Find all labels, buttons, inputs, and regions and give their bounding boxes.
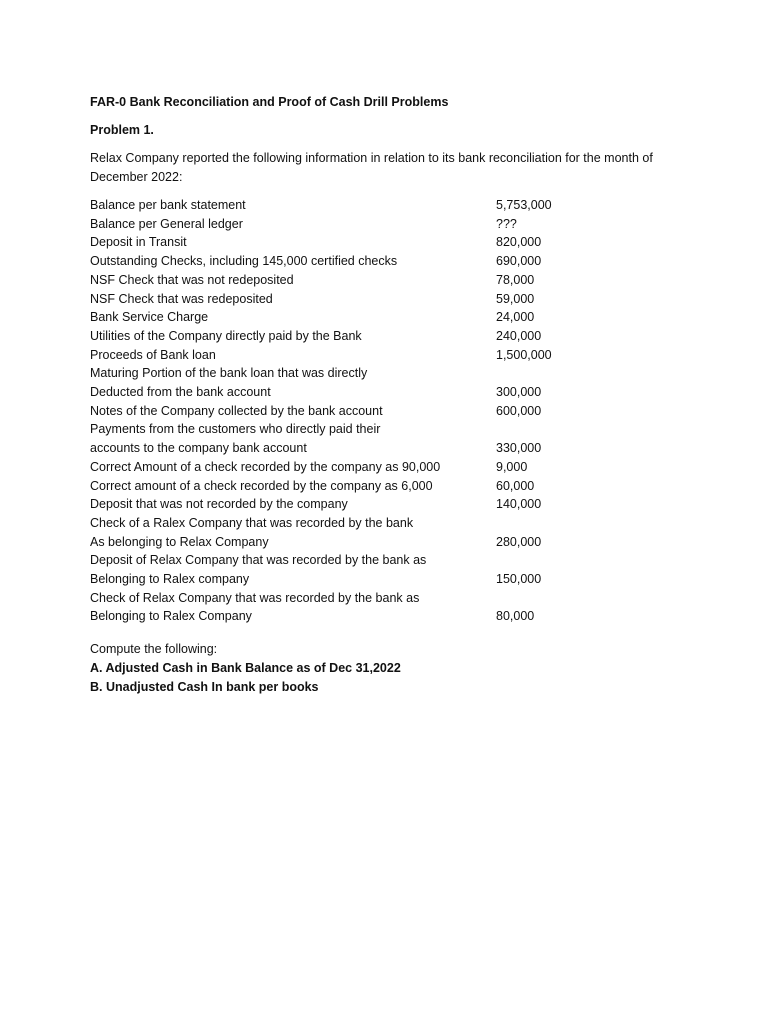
item-label: NSF Check that was redeposited — [90, 291, 273, 306]
document-page — [90, 93, 690, 697]
list-item — [90, 551, 690, 588]
item-label: Check of Relax Company that was recorded by the bank as Belonging to Ralex Company — [90, 590, 420, 624]
list-item — [90, 252, 690, 271]
item-label: Deposit in Transit — [90, 235, 187, 250]
item-value: ??? — [496, 216, 517, 231]
list-item — [90, 589, 690, 626]
item-label: Outstanding Checks, including 145,000 certified checks — [90, 254, 398, 269]
reconciliation-items — [90, 196, 690, 626]
item-label: Check of a Ralex Company that was recorded by the bank As belonging to Relax Company — [90, 515, 414, 549]
list-item — [90, 402, 690, 421]
item-label: Notes of the Company collected by the bank account — [90, 403, 383, 418]
list-item — [90, 420, 690, 457]
item-value: 1,500,000 — [496, 347, 552, 362]
document-title: FAR-0 Bank Reconciliation and Proof of Cash Drill Problems — [90, 95, 449, 109]
item-value: 240,000 — [496, 328, 542, 343]
item-label: Bank Service Charge — [90, 310, 209, 325]
item-label: Balance per General ledger — [90, 216, 243, 231]
item-label: Utilities of the Company directly paid by the Bank — [90, 328, 362, 343]
list-item — [90, 346, 690, 365]
item-value: 820,000 — [496, 235, 542, 250]
item-value: 60,000 — [496, 478, 535, 493]
compute-instruction: Compute the following: — [90, 642, 218, 657]
list-item — [90, 514, 690, 551]
item-label: Correct amount of a check recorded by the company as 6,000 — [90, 478, 433, 493]
item-label: Deposit of Relax Company that was recorded by the bank as Belonging to Ralex company — [90, 553, 427, 587]
requirement-b: B. Unadjusted Cash In bank per books — [90, 680, 319, 695]
item-value: 24,000 — [496, 310, 535, 325]
item-value: 330,000 — [496, 441, 542, 456]
list-item — [90, 215, 690, 234]
item-value: 9,000 — [496, 459, 528, 474]
list-item — [90, 477, 690, 496]
item-label: Maturing Portion of the bank loan that was directly Deducted from the bank account — [90, 366, 368, 400]
list-item — [90, 196, 690, 215]
item-value: 690,000 — [496, 254, 542, 269]
list-item — [90, 364, 690, 401]
item-value: 78,000 — [496, 272, 535, 287]
requirement-a: A. Adjusted Cash in Bank Balance as of Dec 31,2022 — [90, 661, 401, 676]
list-item — [90, 327, 690, 346]
item-label: Proceeds of Bank loan — [90, 347, 216, 362]
list-item — [90, 458, 690, 477]
item-value: 280,000 — [496, 534, 542, 549]
list-item — [90, 495, 690, 514]
item-label: Balance per bank statement — [90, 198, 246, 212]
item-value: 150,000 — [496, 572, 542, 587]
item-label: NSF Check that was not redeposited — [90, 272, 294, 287]
list-item — [90, 290, 690, 309]
list-item — [90, 233, 690, 252]
item-value: 600,000 — [496, 403, 542, 418]
item-label: Correct Amount of a check recorded by the company as 90,000 — [90, 459, 441, 474]
item-value: 59,000 — [496, 291, 535, 306]
problem-intro: Relax Company reported the following information in relation to its bank reconciliation for the month of December 2022: — [90, 151, 653, 184]
problem-heading: Problem 1. — [90, 123, 154, 137]
item-label: Payments from the customers who directly paid their accounts to the company bank account — [90, 422, 381, 456]
list-item — [90, 271, 690, 290]
item-value: 300,000 — [496, 385, 542, 400]
item-value: 80,000 — [496, 609, 535, 624]
item-label: Deposit that was not recorded by the company — [90, 497, 348, 512]
item-value: 140,000 — [496, 497, 542, 512]
item-value: 5,753,000 — [496, 198, 552, 212]
list-item — [90, 308, 690, 327]
